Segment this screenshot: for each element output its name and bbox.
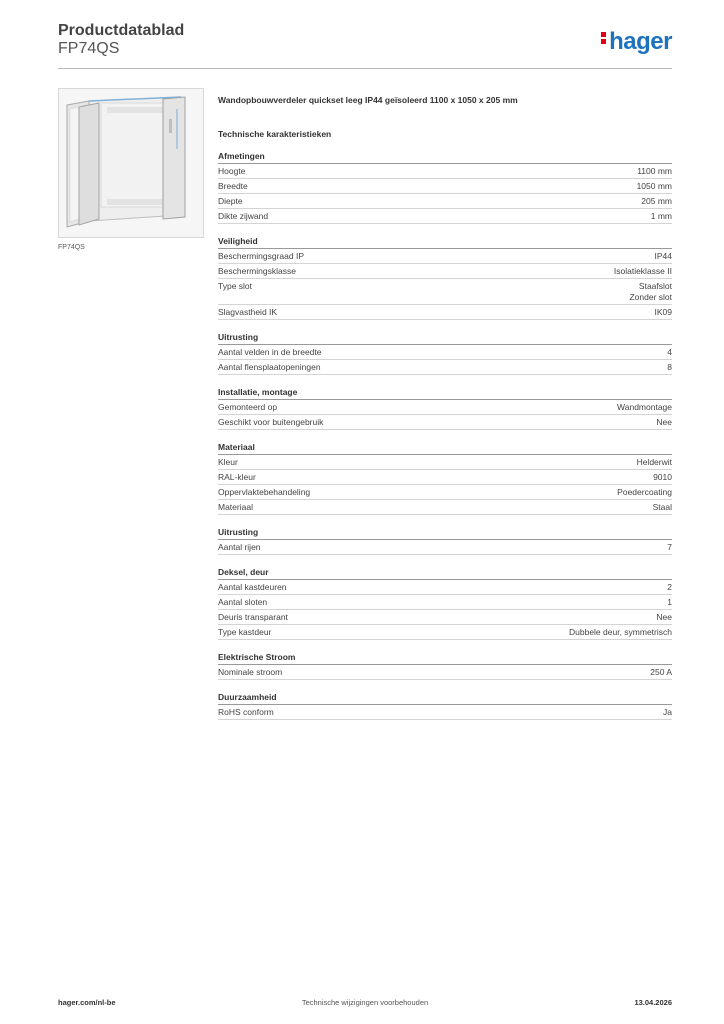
- spec-section: [218, 690, 672, 720]
- spec-value: [656, 417, 672, 428]
- spec-value-line: 1: [667, 597, 672, 607]
- spec-row: [218, 610, 672, 625]
- product-code: FP74QS: [58, 40, 120, 57]
- spec-content: [218, 95, 672, 730]
- spec-value: [667, 597, 672, 608]
- spec-label: Beschermingsgraad IP: [218, 251, 304, 261]
- cabinet-illustration-icon: [59, 89, 203, 237]
- spec-value: [653, 472, 672, 483]
- spec-label: Type kastdeur: [218, 627, 272, 637]
- spec-label: Slagvastheid IK: [218, 307, 278, 317]
- spec-value-line: 205 mm: [641, 196, 672, 206]
- spec-value-line: 250 A: [650, 667, 672, 677]
- spec-row: [218, 279, 672, 305]
- spec-section: [218, 525, 672, 555]
- spec-row: [218, 400, 672, 415]
- footer-website: hager.com/nl-be: [58, 998, 116, 1007]
- spec-value: [667, 362, 672, 373]
- header-divider: [58, 68, 672, 69]
- spec-value: [655, 251, 673, 262]
- footer-date: 13.04.2026: [634, 998, 672, 1007]
- spec-label: Nominale stroom: [218, 667, 283, 677]
- spec-label: Aantal rijen: [218, 542, 261, 552]
- spec-row: [218, 345, 672, 360]
- spec-section: [218, 234, 672, 320]
- section-title: Elektrische Stroom: [218, 650, 672, 665]
- spec-value: [653, 502, 672, 513]
- spec-label: Aantal kastdeuren: [218, 582, 287, 592]
- spec-value: [663, 707, 672, 718]
- spec-value: [637, 166, 672, 177]
- spec-section: [218, 440, 672, 515]
- spec-row: [218, 455, 672, 470]
- spec-section: [218, 650, 672, 680]
- spec-label: Aantal sloten: [218, 597, 268, 607]
- spec-label: Gemonteerd op: [218, 402, 278, 412]
- spec-value: [617, 402, 672, 413]
- spec-section: [218, 385, 672, 430]
- section-title: Installatie, montage: [218, 385, 672, 400]
- spec-value-line: Staal: [652, 502, 672, 512]
- section-title: Deksel, deur: [218, 565, 672, 580]
- spec-label: Aantal velden in de breedte: [218, 347, 322, 357]
- spec-label: Dikte zijwand: [218, 211, 269, 221]
- spec-row: [218, 625, 672, 640]
- spec-section: [218, 149, 672, 224]
- spec-value-line: Nee: [656, 612, 672, 622]
- spec-row: [218, 360, 672, 375]
- spec-value: [629, 281, 672, 303]
- spec-label: Beschermingsklasse: [218, 266, 296, 276]
- page-header: [58, 20, 672, 68]
- spec-value-line: 7: [667, 542, 672, 552]
- spec-label: RAL-kleur: [218, 472, 256, 482]
- spec-value-line: 1 mm: [650, 211, 672, 221]
- spec-row: [218, 485, 672, 500]
- spec-label: RoHS conform: [218, 707, 274, 717]
- section-title: Afmetingen: [218, 149, 672, 164]
- logo-dots-icon: [601, 30, 606, 46]
- spec-row: [218, 665, 672, 680]
- spec-label: Type slot: [218, 281, 253, 291]
- spec-value-line: 1100 mm: [637, 166, 672, 176]
- spec-label: Deuris transparant: [218, 612, 288, 622]
- spec-value-line: IK09: [654, 307, 672, 317]
- spec-label: Breedte: [218, 181, 248, 191]
- logo-text: hager: [609, 28, 672, 55]
- spec-row: [218, 164, 672, 179]
- spec-value: [651, 211, 672, 222]
- spec-value: [650, 667, 672, 678]
- spec-value-line: Poedercoating: [617, 487, 672, 497]
- spec-label: Aantal flensplaatopeningen: [218, 362, 321, 372]
- spec-value-line: Zonder slot: [629, 292, 672, 302]
- spec-value: [569, 627, 672, 638]
- spec-value-line: 8: [667, 362, 672, 372]
- spec-value-line: Nee: [656, 417, 672, 427]
- spec-row: [218, 580, 672, 595]
- spec-row: [218, 470, 672, 485]
- hager-logo: [601, 28, 672, 56]
- section-title: Duurzaamheid: [218, 690, 672, 705]
- spec-value: [637, 457, 672, 468]
- spec-row: [218, 194, 672, 209]
- spec-value-line: 2: [667, 582, 672, 592]
- spec-label: Hoogte: [218, 166, 246, 176]
- spec-value-line: 9010: [653, 472, 672, 482]
- footer-notice: Technische wijzigingen voorbehouden: [301, 998, 429, 1007]
- spec-value: [667, 542, 672, 553]
- spec-label: Geschikt voor buitengebruik: [218, 417, 324, 427]
- product-image-caption: FP74QS: [58, 244, 85, 251]
- spec-value-line: IP44: [654, 251, 672, 261]
- spec-section: [218, 565, 672, 640]
- spec-value-line: 4: [667, 347, 672, 357]
- spec-value: [667, 582, 672, 593]
- spec-section: [218, 330, 672, 375]
- spec-value: [617, 487, 672, 498]
- spec-row: [218, 500, 672, 515]
- spec-value: [655, 307, 673, 318]
- spec-value-line: Helderwit: [636, 457, 672, 467]
- spec-sections: [218, 149, 672, 720]
- spec-label: Diepte: [218, 196, 243, 206]
- spec-value-line: Staafslot: [638, 281, 672, 291]
- document-title: Productdatablad: [58, 22, 185, 39]
- spec-value: [637, 181, 672, 192]
- product-description: Wandopbouwverdeler quickset leeg IP44 geïsoleerd 1100 x 1050 x 205 mm: [218, 95, 518, 105]
- spec-label: Oppervlaktebehandeling: [218, 487, 311, 497]
- section-title: Materiaal: [218, 440, 672, 455]
- spec-row: [218, 595, 672, 610]
- spec-row: [218, 540, 672, 555]
- technical-characteristics-title: Technische karakteristieken: [218, 129, 332, 139]
- section-title: Uitrusting: [218, 525, 672, 540]
- spec-row: [218, 305, 672, 320]
- section-title: Uitrusting: [218, 330, 672, 345]
- spec-value-line: Wandmontage: [617, 402, 672, 412]
- spec-label: Materiaal: [218, 502, 253, 512]
- spec-row: [218, 249, 672, 264]
- spec-row: [218, 179, 672, 194]
- spec-value-line: Ja: [663, 707, 672, 717]
- product-image: [58, 88, 204, 238]
- spec-row: [218, 415, 672, 430]
- spec-value-line: 1050 mm: [636, 181, 672, 191]
- spec-row: [218, 705, 672, 720]
- spec-row: [218, 264, 672, 279]
- spec-row: [218, 209, 672, 224]
- spec-label: Kleur: [218, 457, 238, 467]
- spec-value: [641, 196, 672, 207]
- spec-value-line: Isolatieklasse II: [613, 266, 672, 276]
- spec-value: [667, 347, 672, 358]
- spec-value-line: Dubbele deur, symmetrisch: [569, 627, 672, 637]
- section-title: Veiligheid: [218, 234, 672, 249]
- spec-value: [656, 612, 672, 623]
- spec-value: [614, 266, 672, 277]
